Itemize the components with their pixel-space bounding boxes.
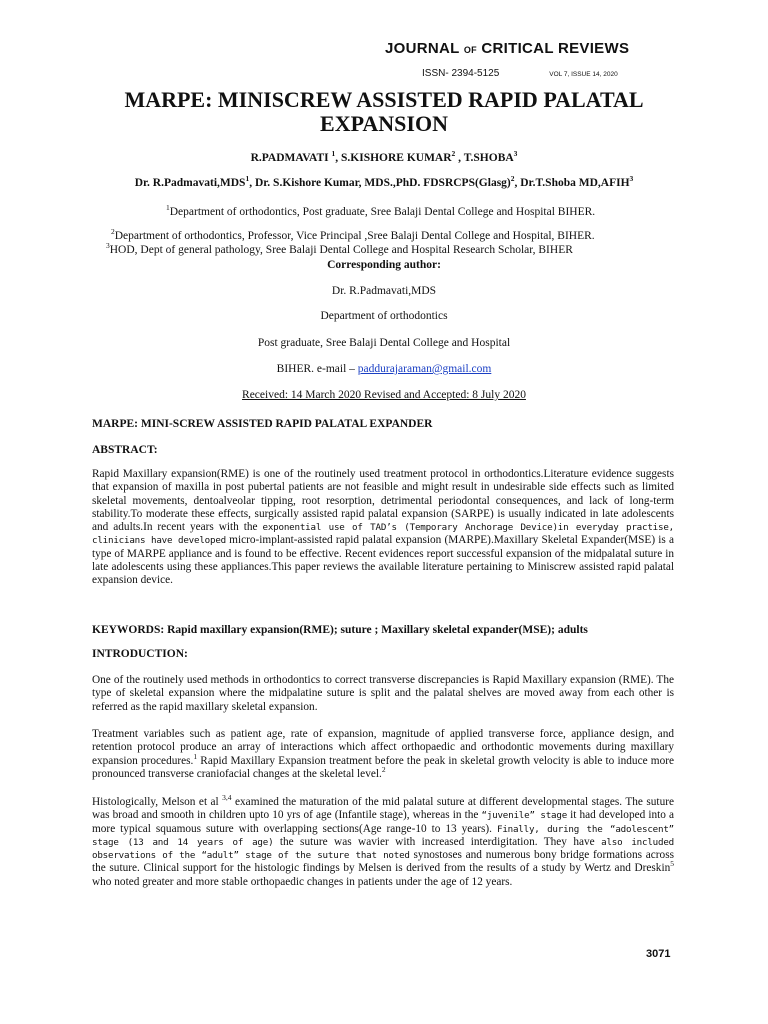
- email-link[interactable]: paddurajaraman@gmail.com: [357, 363, 492, 375]
- abstract-text-3: micro-implant-assisted rapid palatal expansion (MARPE).Maxillary Skeletal Expander(MSE) is a type of MARPE appliance and is found to be effective. Recent evidences report successful expansion of the midpalatal suture in late adolescents using these appliances.This paper reviews the available literature pertaining to Miniscrew assisted rapid palatal expansion device.: [92, 534, 674, 587]
- author-3: , T.SHOBA: [455, 152, 514, 164]
- author-3-sup: 3: [513, 149, 518, 159]
- corresponding-email-line: [40, 363, 728, 375]
- abstract-text-2: exponential use of TAD’s (Temporary Anchorage Device)in everyday practise, clinicians have developed: [92, 522, 674, 547]
- intro-p2-citation-2: 2: [381, 765, 386, 775]
- volume-issue: VOL 7, ISSUE 14, 2020: [549, 71, 618, 78]
- intro-p3-text-a: Histologically, Melson et al: [92, 796, 223, 808]
- corresponding-name: Dr. R.Padmavati,MDS: [331, 285, 437, 297]
- affiliation-3-sup: 3: [106, 241, 110, 251]
- author-full-3-sup: 3: [629, 174, 634, 184]
- author-full-1: Dr. R.Padmavati,MDS: [134, 177, 246, 189]
- author-1-sup: 1: [331, 149, 336, 159]
- affiliation-1: [166, 203, 596, 218]
- intro-p2-text-b: Rapid Maxillary Expansion treatment before the peak in skeletal growth velocity is able to induce more pronounced transverse craniofacial changes at the skeletal level.: [92, 754, 675, 780]
- email-prefix: BIHER. e-mail –: [276, 363, 358, 375]
- intro-paragraph-2: [92, 728, 674, 781]
- intro-paragraph-3: [92, 793, 674, 889]
- author-full-2-sup: 2: [510, 174, 515, 184]
- intro-paragraph-1: One of the routinely used methods in orthodontics to correct transverse discrepancies is Rapid Maxillary expansion (RME). The type of skeletal expansion where the midpalatine suture is split and the palatal shelves are moved away from each other is referred as the rapid maxillary skeletal expansion.: [92, 674, 674, 713]
- journal-title-part2: CRITICAL REVIEWS: [476, 40, 630, 57]
- abstract-paragraph: [92, 468, 674, 588]
- abstract-text-1: Rapid Maxillary expansion(RME) is one of the routinely used treatment protocol in orthodontics.Literature evidence suggests that expansion of maxilla in post pubertal patients are not feasible and might result in undesirable side effects such as limited skeletal movements, dentoalveolar tipping, root resorption, detrimental periodontal consequences, and lack of long-term stability.To moderate these effects, surgically assisted rapid palatal expansion (SARPE) is usually indicated in late adolescents and adults.In recent years with the: [92, 468, 674, 534]
- corresponding-position: Post graduate, Sree Balaji Dental College and Hospital: [257, 337, 511, 349]
- intro-p3-text-f: who noted greater and more stable orthopaedic changes in patients under the age of 12 years.: [92, 875, 513, 888]
- intro-p2-text-a: Treatment variables such as patient age, rate of expansion, magnitude of applied transverse force, appliance design, and retention protocol produce an array of interactions which affect orthopaedic and orthodontic movements during maxillary expansion procedures.: [92, 728, 674, 767]
- corresponding-department: Department of orthodontics: [320, 310, 448, 322]
- issn-line: [422, 68, 618, 79]
- introduction-heading: INTRODUCTION:: [92, 648, 188, 660]
- intro-p3-citation-1: 3,4: [222, 793, 232, 803]
- author-2-sup: 2: [451, 149, 456, 159]
- journal-title-of: OF: [463, 45, 477, 55]
- paper-title: MARPE: MINISCREW ASSISTED RAPID PALATAL EXPANSION: [124, 87, 644, 136]
- author-full-2: , Dr. S.Kishore Kumar, MDS.,PhD. FDSRCPS(Glasg): [249, 177, 511, 189]
- received-dates: Received: 14 March 2020 Revised and Accepted: 8 July 2020: [242, 389, 526, 401]
- journal-title-part1: JOURNAL: [385, 40, 464, 57]
- author-list: [40, 149, 728, 164]
- intro-p2-citation-1: 1: [193, 751, 198, 761]
- keywords: KEYWORDS: Rapid maxillary expansion(RME); suture ; Maxillary skeletal expander(MSE); adults: [92, 624, 588, 636]
- affiliation-3: [106, 241, 573, 256]
- intro-p3-text-b: examined the maturation of the mid palatal suture at different developmental stages. The suture was broad and smooth in children upto 10 yrs of age (Infantile stage), whereas in the: [92, 796, 674, 822]
- page-number: 3071: [646, 948, 671, 960]
- intro-p3-mono-3: also included observations of the “adult” stage of the suture that noted: [92, 836, 674, 862]
- issn-number: ISSN- 2394-5125: [422, 68, 500, 79]
- paper-subtitle: MARPE: MINI-SCREW ASSISTED RAPID PALATAL EXPANDER: [92, 418, 433, 430]
- intro-p3-mono-1: “juvenile” stage: [481, 810, 568, 822]
- intro-p3-text-c: it had developed into a more typical squamous suture with overlapping sections(Age range-10 to 13 years).: [92, 809, 674, 835]
- journal-title: [385, 40, 675, 57]
- affiliation-2-text: Department of orthodontics, Professor, Vice Principal ,Sree Balaji Dental College and Hospital, BIHER.: [114, 230, 595, 242]
- intro-p3-text-e: synostoses and numerous bony bridge formations across the suture. Clinical support for the histologic findings by Melsen is derived from the results of a study by Wertz and Dreskin: [92, 849, 674, 875]
- affiliation-2-sup: 2: [111, 227, 115, 237]
- author-1: R.PADMAVATI: [250, 152, 332, 164]
- abstract-heading: ABSTRACT:: [92, 444, 158, 456]
- affiliation-2: [111, 227, 595, 242]
- affiliation-1-sup: 1: [166, 203, 170, 213]
- author-full-3: , Dr.T.Shoba MD,AFIH: [514, 177, 630, 189]
- author-2: , S.KISHORE KUMAR: [335, 152, 452, 164]
- intro-p3-mono-2: Finally, during the “adolescent” stage (13 and 14 years of age): [92, 823, 674, 848]
- intro-p3-citation-2: 5: [670, 859, 674, 869]
- corresponding-label: Corresponding author:: [327, 259, 441, 271]
- affiliation-1-text: Department of orthodontics, Post graduate, Sree Balaji Dental College and Hospital BIHER.: [169, 206, 596, 218]
- intro-p3-text-d: the suture was wavier with increased interdigitation. They have: [273, 835, 602, 848]
- affiliation-3-text: HOD, Dept of general pathology, Sree Balaji Dental College and Hospital Research Scholar, BIHER: [109, 244, 573, 256]
- author-full-1-sup: 1: [245, 174, 250, 184]
- author-full-names: [40, 174, 728, 189]
